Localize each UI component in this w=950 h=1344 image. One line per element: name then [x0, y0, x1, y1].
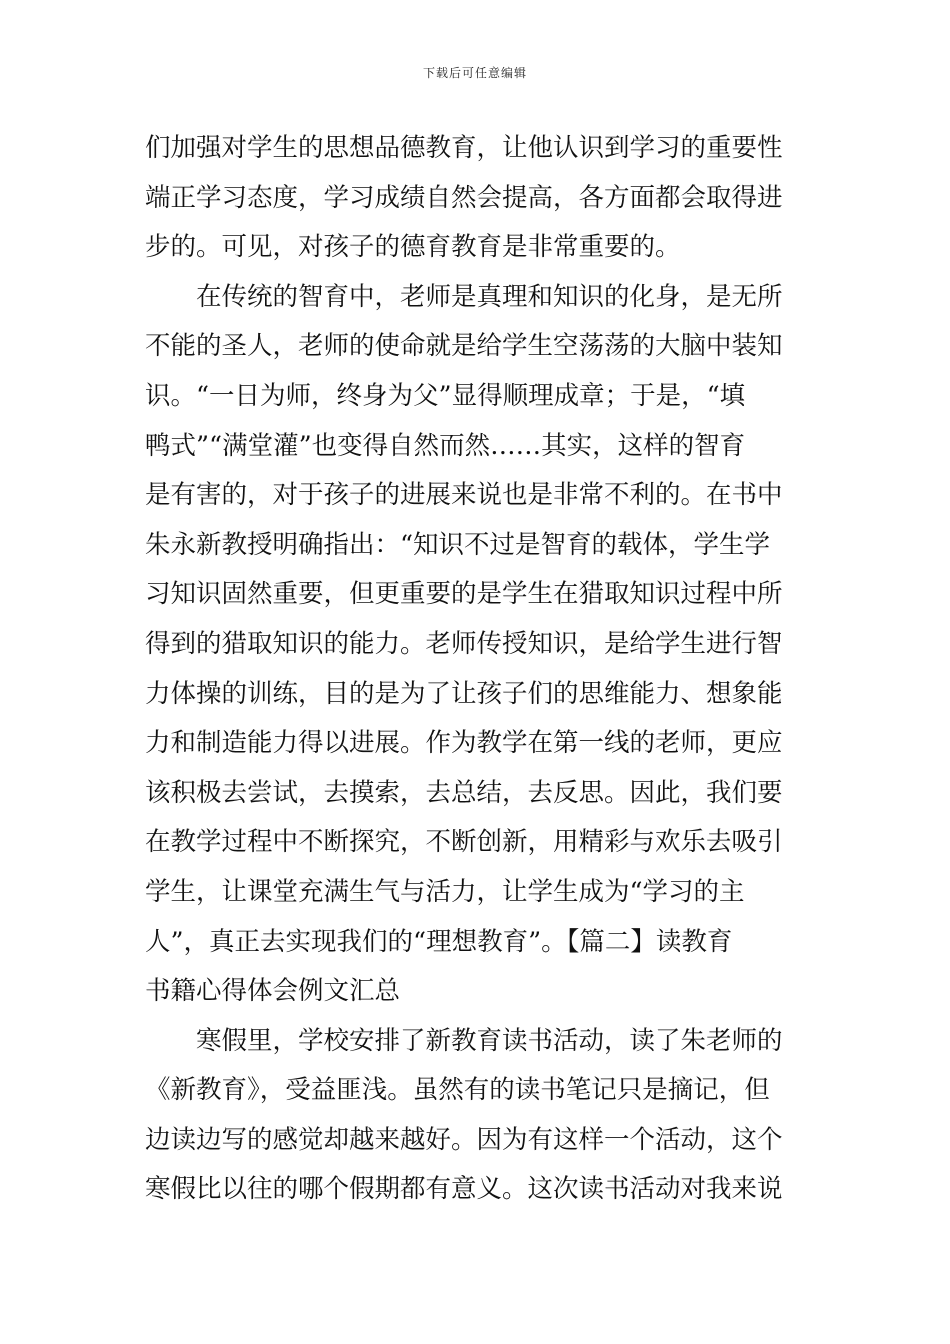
text-line: 人”，真正去实现我们的“理想教育”。【篇二】读教育 — [145, 926, 733, 957]
text-line: 《新教育》，受益匪浅。虽然有的读书笔记只是摘记，但 — [145, 1075, 770, 1106]
text-line: 朱永新教授明确指出：“知识不过是智育的载体，学生学 — [145, 529, 771, 560]
text-line: 鸭式”“满堂灌”也变得自然而然……其实，这样的智育 — [145, 430, 746, 461]
document-body — [145, 124, 810, 1215]
text-line: 该积极去尝试，去摸索，去总结，去反思。因此，我们要 — [145, 777, 783, 808]
text-line: 书籍心得体会例文汇总 — [145, 976, 401, 1007]
text-line: 不能的圣人，老师的使命就是给学生空荡荡的大脑中装知 — [145, 331, 783, 362]
text-line: 们加强对学生的思想品德教育，让他认识到学习的重要性 — [145, 133, 783, 163]
text-line: 寒假里，学校安排了新教育读书活动，读了朱老师的 — [145, 1025, 783, 1056]
text-line: 在传统的智育中，老师是真理和知识的化身，是无所 — [145, 281, 783, 312]
text-line: 力和制造能力得以进展。作为教学在第一线的老师，更应 — [145, 728, 783, 759]
text-line: 边读边写的感觉却越来越好。因为有这样一个活动，这个 — [145, 1124, 783, 1155]
page-header: 下载后可任意编辑 — [422, 66, 527, 80]
text-line: 步的。可见，对孩子的德育教育是非常重要的。 — [145, 232, 681, 263]
text-line: 端正学习态度，学习成绩自然会提高，各方面都会取得进 — [145, 182, 783, 213]
text-line: 得到的猎取知识的能力。老师传授知识，是给学生进行智 — [145, 628, 783, 659]
text-line: 学生，让课堂充满生气与活力，让学生成为“学习的主 — [145, 876, 745, 907]
text-line: 寒假比以往的哪个假期都有意义。这次读书活动对我来说 — [145, 1174, 783, 1205]
text-line: 在教学过程中不断探究，不断创新，用精彩与欢乐去吸引 — [145, 827, 783, 858]
text-line: 识。“一日为师，终身为父”显得顺理成章；于是，“填 — [145, 380, 746, 411]
text-line: 是有害的，对于孩子的进展来说也是非常不利的。在书中 — [145, 480, 783, 511]
text-line: 力体操的训练，目的是为了让孩子们的思维能力、想象能 — [145, 678, 783, 709]
text-line: 习知识固然重要，但更重要的是学生在猎取知识过程中所 — [145, 579, 783, 610]
